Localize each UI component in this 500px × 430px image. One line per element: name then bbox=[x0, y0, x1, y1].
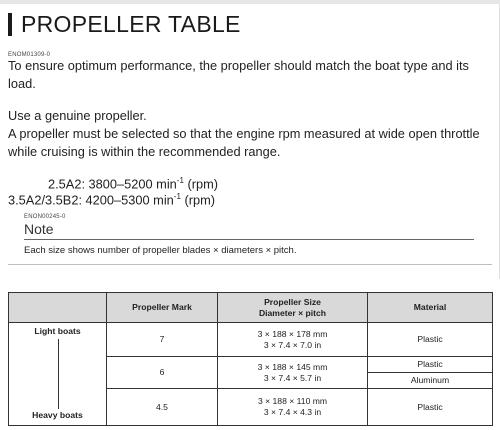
table-row bbox=[9, 323, 493, 357]
table-header-row bbox=[9, 293, 493, 323]
rpm-exponent: -1 bbox=[176, 176, 184, 185]
material-cell: Plastic bbox=[368, 357, 493, 373]
propeller-size-header bbox=[218, 293, 368, 323]
propeller-size-header-line2: Diameter × pitch bbox=[258, 307, 327, 318]
propeller-size-cell bbox=[218, 389, 368, 426]
propeller-size-header-line1: Propeller Size bbox=[264, 296, 321, 307]
light-boats-label: Light boats bbox=[34, 326, 81, 336]
doc-code-note: ENON00245-0 bbox=[24, 214, 66, 220]
note-title: Note bbox=[24, 221, 54, 237]
size-in: 3 × 7.4 × 5.7 in bbox=[263, 372, 322, 383]
section-header bbox=[8, 10, 241, 38]
rpm-line-3-5a2 bbox=[8, 192, 215, 207]
size-mm: 3 × 188 × 145 mm bbox=[257, 361, 328, 372]
propeller-mark-cell: 6 bbox=[107, 357, 218, 389]
intro-paragraph-3: A propeller must be selected so that the engine rpm measured at wide open throttle while cruising is within the recommended range. bbox=[8, 126, 480, 159]
heavy-boats-label: Heavy boats bbox=[32, 410, 83, 420]
doc-code-top: ENOM01309-0 bbox=[8, 52, 51, 58]
intro-paragraph-2: Use a genuine propeller. bbox=[8, 108, 147, 123]
size-mm: 3 × 188 × 178 mm bbox=[257, 328, 328, 339]
propeller-mark-cell: 7 bbox=[107, 323, 218, 357]
propeller-size-cell bbox=[218, 357, 368, 389]
rpm-model: 3.5A2/3.5B2: 4200–5300 min bbox=[8, 192, 174, 208]
top-rule bbox=[0, 0, 500, 4]
note-rule bbox=[24, 239, 474, 240]
material-cell: Plastic bbox=[368, 389, 493, 426]
material-cell: Plastic bbox=[368, 323, 493, 357]
intro-paragraph-1: To ensure optimum performance, the propeller should match the boat type and its load. bbox=[8, 58, 469, 91]
propeller-table bbox=[8, 292, 493, 426]
material-header: Material bbox=[368, 293, 493, 323]
header-bar bbox=[8, 13, 12, 36]
rpm-model: 2.5A2: 3800–5200 min bbox=[48, 176, 177, 192]
size-mm: 3 × 188 × 110 mm bbox=[257, 396, 328, 406]
rpm-unit: (rpm) bbox=[180, 192, 216, 208]
material-cell: Aluminum bbox=[368, 373, 493, 389]
rpm-exponent: -1 bbox=[173, 192, 181, 201]
note-text: Each size shows number of propeller blades × diameters × pitch. bbox=[24, 245, 297, 256]
boat-scale-line bbox=[58, 339, 59, 409]
rpm-unit: (rpm) bbox=[183, 176, 219, 192]
propeller-mark-cell: 4.5 bbox=[107, 389, 218, 426]
rpm-line-2-5a2 bbox=[48, 176, 218, 191]
boat-type-header bbox=[9, 293, 107, 323]
propeller-size-cell bbox=[218, 323, 368, 357]
note-bottom-rule bbox=[8, 264, 492, 265]
size-in: 3 × 7.4 × 4.3 in bbox=[263, 407, 322, 417]
boat-type-cell bbox=[9, 323, 107, 426]
page-title: PROPELLER TABLE bbox=[21, 10, 241, 37]
propeller-mark-header: Propeller Mark bbox=[107, 293, 218, 323]
size-in: 3 × 7.4 × 7.0 in bbox=[263, 339, 322, 350]
